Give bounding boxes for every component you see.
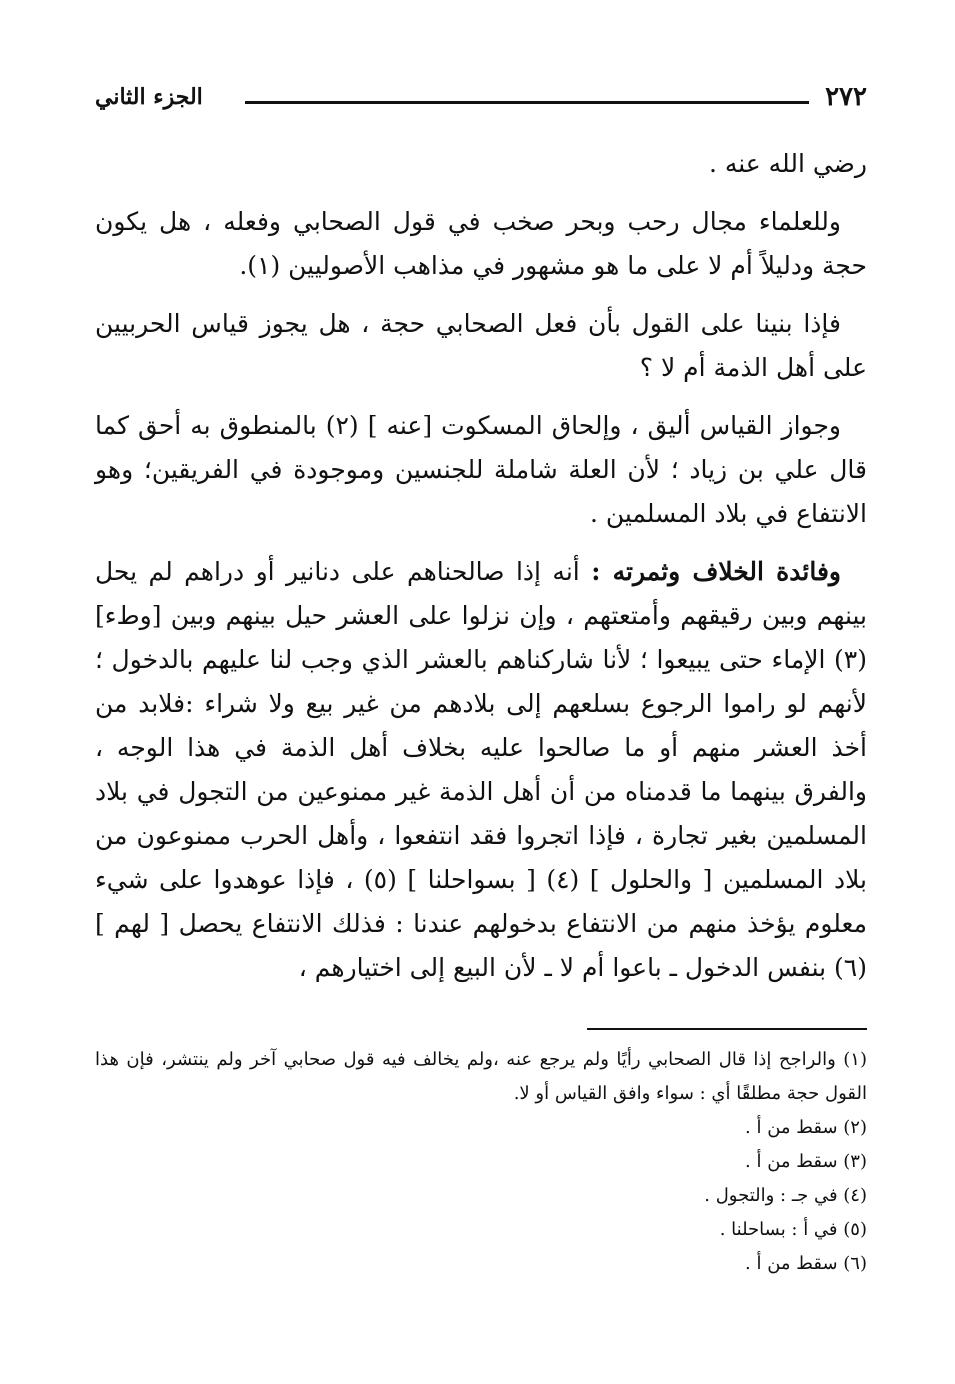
paragraph-5 [95, 550, 867, 990]
page-number: ٢٧٢ [825, 82, 867, 112]
paragraph-2: وللعلماء مجال رحب وبحر صخب في قول الصحابي وفعله ، هل يكون حجة ودليلاً أم لا على ما هو مشهور في مذاهب الأصوليين (١). [95, 207, 867, 280]
footnotes [95, 1043, 867, 1281]
footnote-2: (٢) سقط من أ . [745, 1117, 867, 1138]
footnote-separator [587, 1028, 867, 1030]
footnote-3: (٣) سقط من أ . [745, 1151, 867, 1172]
page-header [95, 82, 867, 122]
header-rule [245, 101, 809, 104]
paragraph-3: فإذا بنينا على القول بأن فعل الصحابي حجة ، هل يجوز قياس الحربيين على أهل الذمة أم لا ؟ [95, 309, 867, 382]
running-title: الجزء الثاني [95, 84, 203, 110]
footnote-1: (١) والراجح إذا قال الصحابي رأيًا ولم يرجع عنه ،ولم يخالف فيه قول صحابي آخر ولم ينتشر، فإن هذا القول حجة مطلقًا أي : سواء وافق القياس أو لا. [95, 1049, 867, 1104]
paragraph-5-lead: وفائدة الخلاف وثمرته : [591, 557, 841, 586]
footnote-4: (٤) في جـ : والتجول . [704, 1185, 867, 1206]
footnote-5: (٥) في أ : بساحلنا . [719, 1219, 867, 1240]
paragraph-4: وجواز القياس أليق ، وإلحاق المسكوت [عنه ] (٢) بالمنطوق به أحق كما قال علي بن زياد ؛ لأن العلة شاملة للجنسين وموجودة في الفريقين؛ وهو الانتفاع في بلاد المسلمين . [95, 411, 867, 528]
paragraph-1: رضي الله عنه . [708, 149, 867, 178]
main-text [95, 142, 867, 1004]
footnote-6: (٦) سقط من أ . [745, 1253, 867, 1274]
paragraph-5-text: أنه إذا صالحناهم على دنانير أو دراهم لم يحل بينهم وبين رقيقهم وأمتعتهم ، وإن نزلوا على العشر حيل بينهم وبين [وطء](٣) الإماء حتى يبيعوا ؛ لأنا شاركناهم بالعشر الذي وجب لنا عليهم بالدخول ؛ لأنهم لو راموا الرجوع بسلعهم إلى بلادهم من غير بيع ولا شراء :فلابد من أخذ العشر منهم أو ما صالحوا عليه بخلاف أهل الذمة في هذا الوجه ، والفرق بينهما ما قدمناه من أن أهل الذمة غير ممنوعين من التجول في بلاد المسلمين بغير تجارة ، فإذا اتجروا فقد انتفعوا ، وأهل الحرب ممنوعون من بلاد المسلمين [ والحلول ] (٤) [ بسواحلنا ] (٥) ، فإذا عوهدوا على شيء معلوم يؤخذ منهم من الانتفاع بدخولهم عندنا : فذلك الانتفاع يحصل [ لهم ] (٦) بنفس الدخول ـ باعوا أم لا ـ لأن البيع إلى اختيارهم ، [95, 557, 867, 982]
